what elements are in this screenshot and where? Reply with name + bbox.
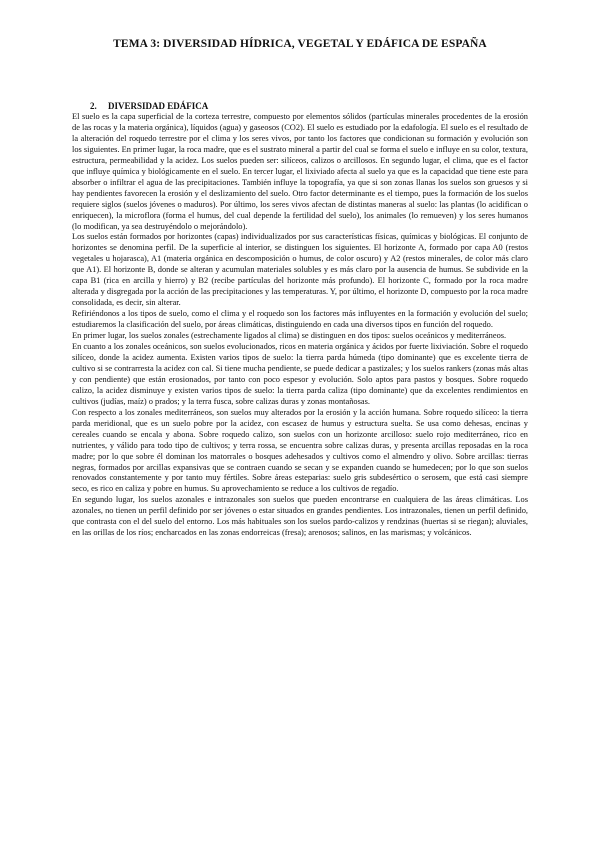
paragraph-soil-definition: El suelo es la capa superficial de la corteza terrestre, compuesto por elementos sólidos (partículas minerales procedentes de la erosión de las rocas y la materia orgánica), líquidos (agua) y gaseosos (CO2). El suelo es estudiado por la edafología. El suelo es el resultado de la alteración del roquedo terrestre por el clima y los seres vivos, por tanto los factores que condicionan su formación y evolución son los siguientes. En primer lugar, la roca madre, que es el sustrato mineral a partir del cual se forma el suelo e influye en su color, textura, estructura, permeabilidad y la acidez. Los suelos pueden ser: silíceos, calizos o arcillosos. En segundo lugar, el clima, que es el factor que influye química y biológicamente en el suelo. En tercer lugar, el lixiviado afecta al suelo ya que es la capacidad que tiene este para absorber o infiltrar el agua de las precipitaciones. También influye la topografía, ya que si son zonas llanas los suelos son gruesos y si hay pendientes favorecen la erosión y el deslizamiento del suelo. Otro factor determinante es el tiempo, pues la formación de los suelos requiere siglos (suelos jóvenes o maduros). Por último, los seres vivos afectan de distintas maneras al suelo: las plantas (lo acidifican o enriquecen), la microflora (forma el humus, del cual depende la fertilidad del suelo), los animales (lo remueven) y los seres humanos (lo modifican, ya sea destruyéndolo o mejorándolo). — [72, 112, 528, 231]
paragraph-azonal-soils: En segundo lugar, los suelos azonales e intrazonales son suelos que pueden encontrarse en cualquiera de las áreas climáticas. Los azonales, no tienen un perfil definido por ser jóvenes o estar situados en grandes pendientes. Los intrazonales, tienen un perfil definido, que contrasta con el del suelo del entorno. Los más habituales son los suelos pardo-calizos y rendzinas (huertas si se riegan); aluviales, en las orillas de los ríos; encharcados en las zonas endorreicas (fresa); arenosos; salinos, en las marismas; y volcánicos. — [72, 495, 528, 538]
paragraph-mediterranean-soils: Con respecto a los zonales mediterráneos, son suelos muy alterados por la erosión y la acción humana. Sobre roquedo silíceo: la tierra parda meridional, que es un suelo pobre por la acidez, con escasez de humus y estructura suelta. Se usa como dehesas, encinas y cereales cuando se encala y abona. Sobre roquedo calizo, son suelos con un horizonte arcilloso: suelo rojo mediterráneo, rico en nutrientes, y válido para todo tipo de cultivos; y terra rossa, se encuentra sobre calizas duras, y presenta arcillas reposadas en la roca madre; por lo que sobre él dominan los matorrales o bosques adehesados y cultivos como el almendro y olivo. Sobre arcillas: tierras negras, formados por arcillas expansivas que se contraen cuando se secan y se expanden cuando se humedecen; por lo que son suelos renovados constantemente y por tanto muy fértiles. Sobre áreas esteparias: suelo gris subdesértico o serosem, que está casi siempre seco, es rico en caliza y pobre en humus. Su aprovechamiento se reduce a los cultivos de regadío. — [72, 407, 528, 494]
section-heading — [90, 101, 208, 111]
paragraph-zonal-soils: En primer lugar, los suelos zonales (estrechamente ligados al clima) se distinguen en dos tipos: suelos oceánicos y mediterráneos. — [72, 331, 507, 341]
document-title: TEMA 3: DIVERSIDAD HÍDRICA, VEGETAL Y EDÁFICA DE ESPAÑA — [113, 38, 487, 50]
paragraph-oceanic-soils: En cuanto a los zonales oceánicos, son suelos evolucionados, ricos en materia orgánica y ácidos por fuerte lixiviación. Sobre el roquedo silíceo, donde la acidez aumenta. Existen varios tipos de suelo: la tierra parda húmeda (tipo dominante) que es excelente tierra de cultivo si se contrarresta la acidez con cal. Si tiene mucha pendiente, se puede dedicar a pastizales; y los suelos rankers (zonas más altas y con pendiente) que están erosionados, por tanto con poco espesor y evolución. Solo aptos para pastos y bosques. Sobre roquedo calizo, la acidez disminuye y existen varios tipos de suelo: la tierra parda caliza (tipo dominante) que da excelentes rendimientos en cultivos (judías, maíz) o prados; y la terra fusca, sobre calizas duras y zonas montañosas. — [72, 342, 528, 406]
section-number: 2. — [90, 101, 97, 111]
paragraph-soil-types-intro: Refiriéndonos a los tipos de suelo, como el clima y el roquedo son los factores más influyentes en la formación y evolución del suelo; estudiaremos la clasificación del suelo, por áreas climáticas, distinguiendo en cada una diversos tipos en función del roquedo. — [72, 309, 528, 330]
body-text — [72, 112, 528, 539]
paragraph-soil-horizons: Los suelos están formados por horizontes (capas) individualizados por sus características físicas, químicas y biológicas. El conjunto de horizontes se denomina perfil. De la superficie al interior, se distinguen los siguientes. El horizonte A, formado por capa A0 (restos vegetales u hojarasca), A1 (materia orgánica en descomposición o humus, de color oscuro) y A2 (restos minerales, de color más claro que A1). El horizonte B, donde se alteran y acumulan materiales solubles y es más claro por la ausencia de humus. Se subdivide en la capa B1 (rica en arcilla y hierro) y B2 (recibe partículas del horizonte más profundo). El horizonte C, formado por la roca madre alterada y disgregada por la acción de las precipitaciones y las temperaturas. Y, por último, el horizonte D, compuesto por la roca madre consolidada, es decir, sin alterar. — [72, 232, 528, 308]
section-title: DIVERSIDAD EDÁFICA — [108, 101, 209, 111]
